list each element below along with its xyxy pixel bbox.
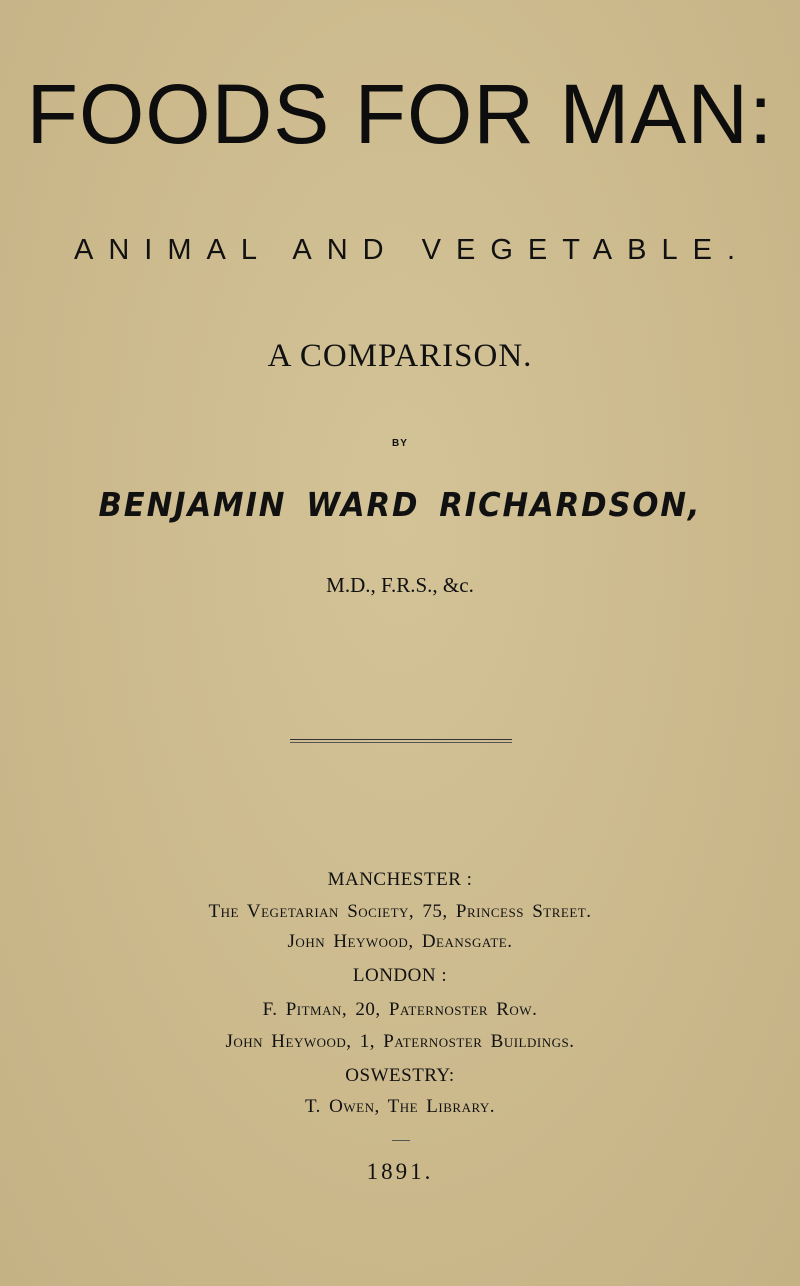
author-name: BENJAMIN WARD RICHARDSON, xyxy=(98,485,702,524)
imprint-publisher-line: F. Pitman, 20, Paternoster Row. xyxy=(262,999,538,1020)
imprint-publisher-line: John Heywood, 1, Paternoster Buildings. xyxy=(225,1031,575,1052)
imprint-publisher-line: The Vegetarian Society, 75, Princess Street. xyxy=(208,901,592,922)
publication-year: 1891. xyxy=(366,1159,434,1184)
imprint-city-london: LONDON : xyxy=(352,965,448,986)
imprint-publisher-line: John Heywood, Deansgate. xyxy=(287,931,513,952)
author-degrees: M.D., F.R.S., &c. xyxy=(326,573,474,597)
by-line: BY xyxy=(392,438,408,449)
short-divider-rule xyxy=(392,1140,410,1141)
divider-rule xyxy=(290,739,512,743)
book-subtitle: ANIMAL AND VEGETABLE. xyxy=(74,234,750,266)
imprint-city-oswestry: OSWESTRY: xyxy=(345,1065,455,1086)
imprint-city-manchester: MANCHESTER : xyxy=(327,869,473,890)
imprint-publisher-line: T. Owen, The Library. xyxy=(304,1096,496,1117)
book-comparison-line: A COMPARISON. xyxy=(267,338,533,374)
book-title: FOODS FOR MAN: xyxy=(26,67,774,161)
